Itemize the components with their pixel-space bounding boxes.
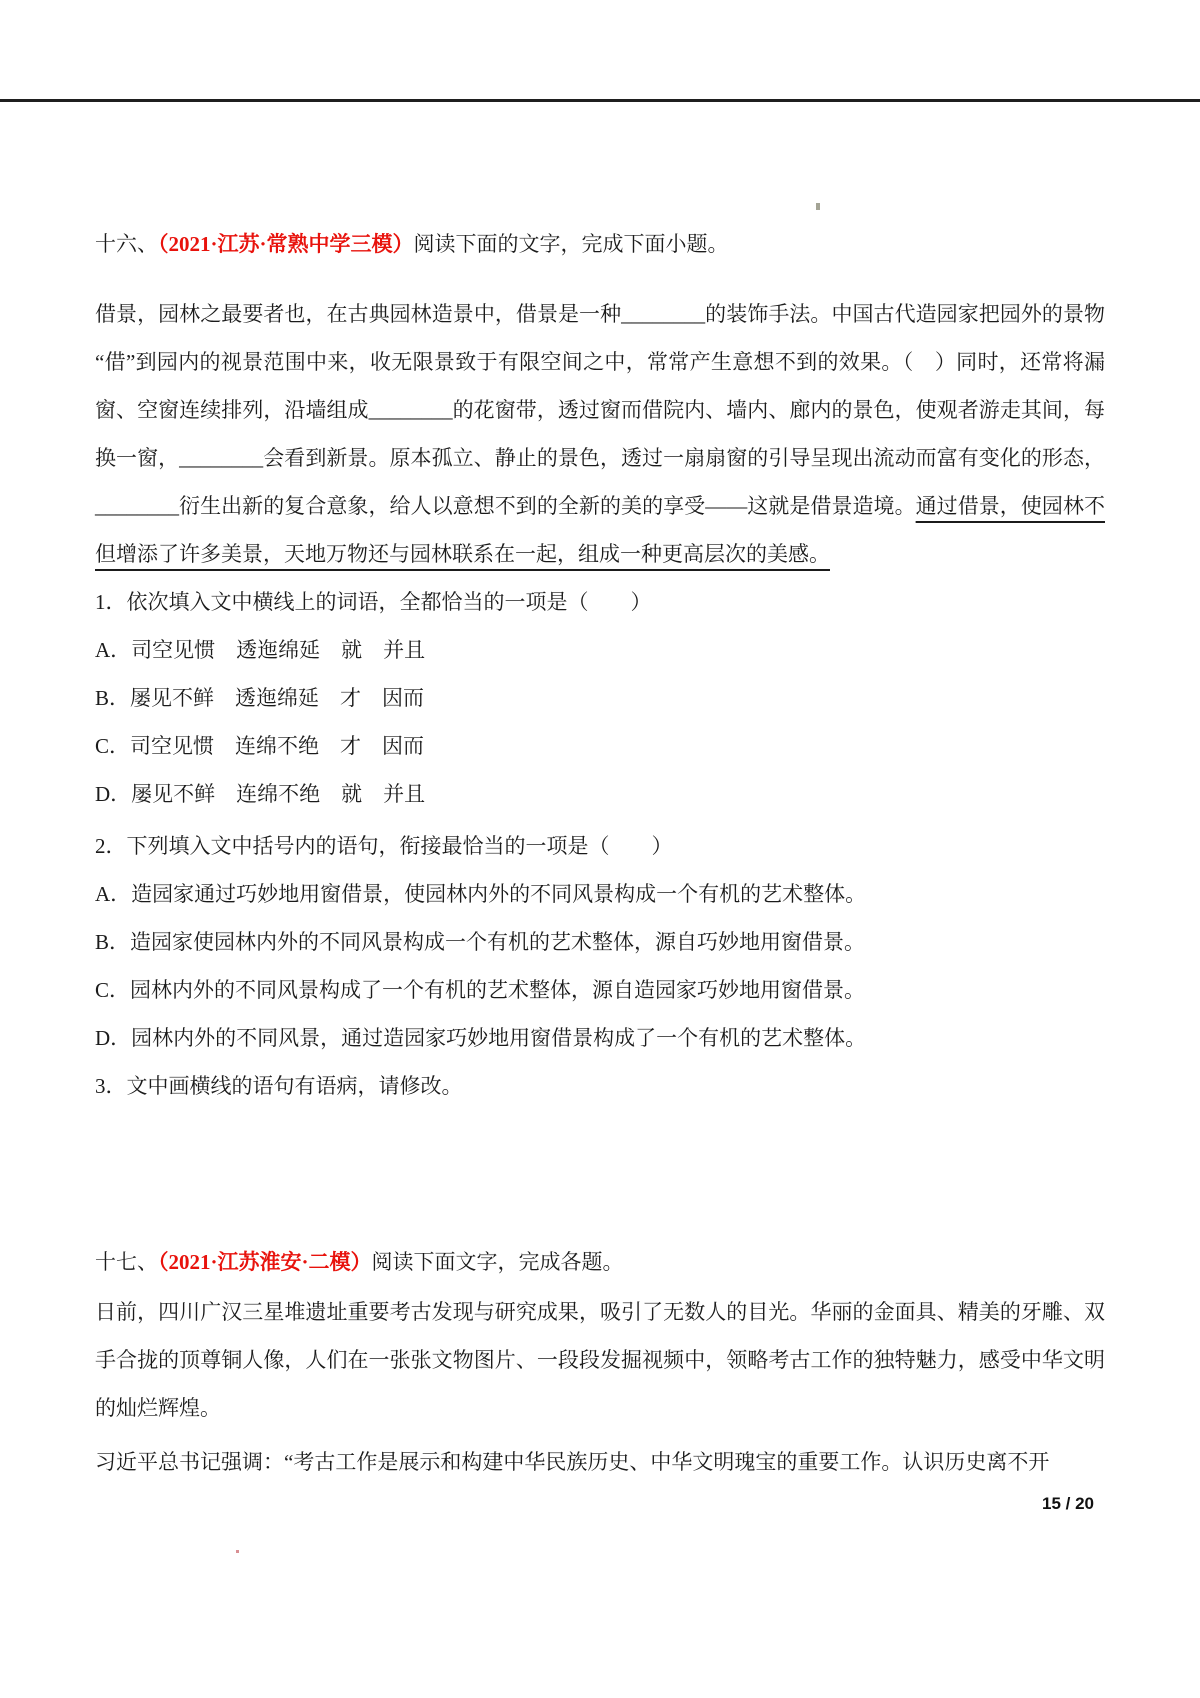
question-2-stem: 2．下列填入文中括号内的语句，衔接最恰当的一项是（ ） bbox=[95, 834, 673, 858]
question-2-option-c: C．园林内外的不同风景构成了一个有机的艺术整体，源自造园家巧妙地用窗借景。 bbox=[95, 978, 866, 1002]
question-2-option-d: D．园林内外的不同风景，通过造园家巧妙地用窗借景构成了一个有机的艺术整体。 bbox=[95, 1026, 867, 1050]
section-16-heading bbox=[95, 220, 1105, 268]
section-17-heading bbox=[95, 1238, 1105, 1286]
passage-16-text: 借景，园林之最要者也，在古典园林造景中，借景是一种________的装饰手法。中国古代造园家把园外的景物“借”到园内的视景范围中来，收无限景致于有限空间之中，常常产生意想不到的效果。（ ）同时，还常将漏窗、空窗连续排列，沿墙组成________的花窗带，透过窗而借院内、墙内、廊内的景色，使观者游走其间，每换一窗，________会看到新景。原本孤立、静止的景色，透过一扇扇窗的引导呈现出流动而富有变化的形态，________衍生出新的复合意象，给人以意想不到的全新的美的享受——这就是借景造境。 bbox=[95, 302, 1105, 518]
section-16-source-tag: （2021·江苏·常熟中学三模） bbox=[158, 232, 414, 256]
section-17-instruction: 阅读下面文字，完成各题。 bbox=[371, 1250, 624, 1274]
section-16-number: 十六、 bbox=[95, 232, 158, 256]
question-3-stem: 3．文中画横线的语句有语病，请修改。 bbox=[95, 1074, 463, 1098]
scan-speck-artifact bbox=[816, 203, 820, 210]
question-1-option-a: A．司空见惯 透迤绵延 就 并且 bbox=[95, 638, 426, 662]
question-1-option-b: B．屡见不鲜 透迤绵延 才 因而 bbox=[95, 686, 425, 710]
top-divider-line bbox=[0, 99, 1200, 102]
section-16-passage bbox=[95, 290, 1105, 578]
section-17-paragraph-1: 日前，四川广汉三星堆遗址重要考古发现与研究成果，吸引了无数人的目光。华丽的金面具、精美的牙雕、双手合拢的顶尊铜人像，人们在一张张文物图片、一段段发掘视频中，领略考古工作的独特魅力，感受中华文明的灿烂辉煌。 bbox=[95, 1300, 1105, 1420]
question-1-stem: 1．依次填入文中横线上的词语，全都恰当的一项是（ ） bbox=[95, 590, 652, 614]
passage-16-underlined-sentence: 通过借景，使园林不但增添了许多美景，天地万物还与园林联系在一起，组成一种更高层次的美感。 bbox=[95, 494, 1105, 566]
question-1-block bbox=[95, 578, 1105, 818]
question-2-block bbox=[95, 822, 1105, 1062]
section-17-number: 十七、 bbox=[95, 1250, 158, 1274]
page-number: 15 / 20 bbox=[1042, 1494, 1094, 1513]
page-content bbox=[0, 220, 1200, 1486]
section-17-source-tag: （2021·江苏淮安·二模） bbox=[158, 1250, 372, 1274]
question-1-option-d: D．屡见不鲜 连绵不绝 就 并且 bbox=[95, 782, 426, 806]
section-17-paragraph-2: 习近平总书记强调：“考古工作是展示和构建中华民族历史、中华文明瑰宝的重要工作。认识历史离不开 bbox=[95, 1450, 1050, 1474]
question-2-option-b: B．造园家使园林内外的不同风景构成一个有机的艺术整体，源自巧妙地用窗借景。 bbox=[95, 930, 866, 954]
question-1-option-c: C．司空见惯 连绵不绝 才 因而 bbox=[95, 734, 425, 758]
question-3-block bbox=[95, 1062, 1105, 1110]
scan-speck-artifact bbox=[236, 1550, 239, 1553]
section-16-instruction: 阅读下面的文字，完成下面小题。 bbox=[413, 232, 729, 256]
question-2-option-a: A．造园家通过巧妙地用窗借景，使园林内外的不同风景构成一个有机的艺术整体。 bbox=[95, 882, 867, 906]
